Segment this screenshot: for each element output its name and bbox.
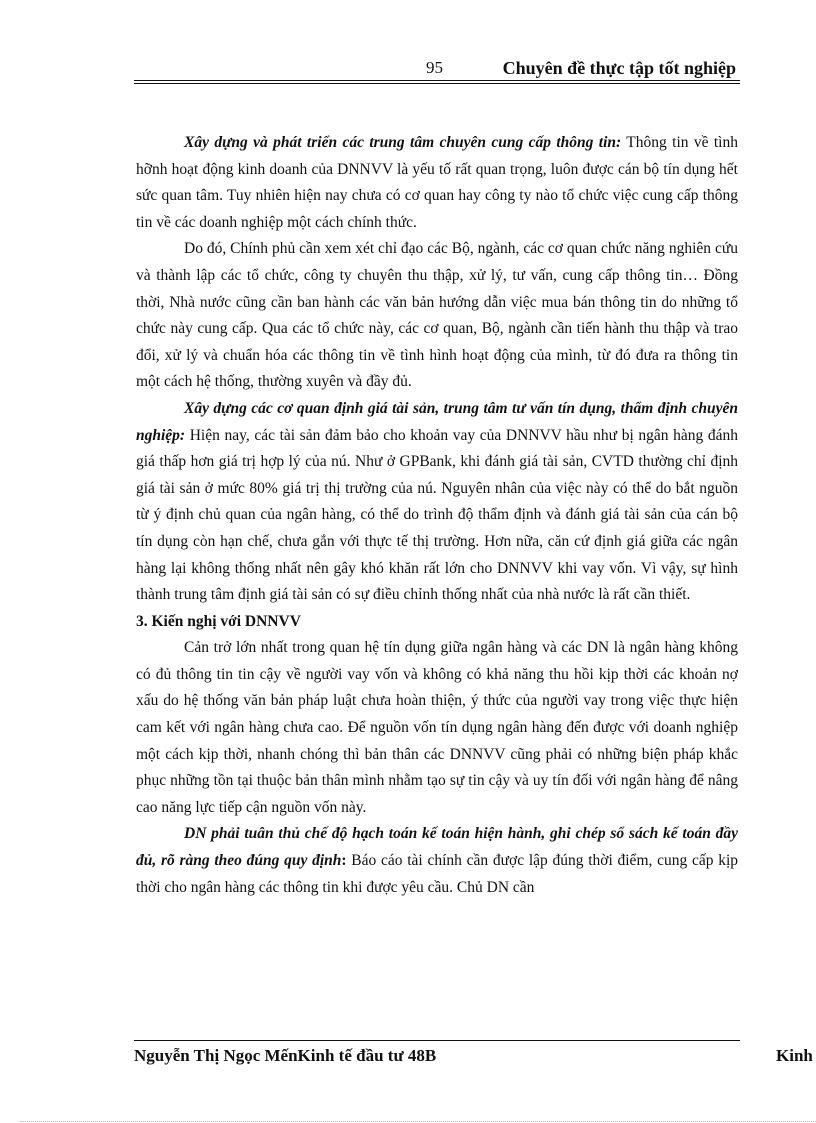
page-header bbox=[134, 58, 740, 82]
page-edge-divider bbox=[20, 1121, 816, 1122]
footer-rule bbox=[134, 1040, 740, 1041]
paragraph-text: Hiện nay, các tài sản đảm bảo cho khoản vay của DNNVV hầu như bị ngân hàng đánh giá thấp hơn giá trị hợp lý của nú. Như ở GPBank, khi đánh giá tài sản, CVTD thường chỉ định giá tài sản ở mức 80% giá trị thị trường của nú. Nguyên nhân của việc này có thể do bắt nguồn từ ý định chủ quan của ngân hàng, có thể do trình độ thẩm định và đánh giá tài sản của cán bộ tín dụng còn hạn chế, chưa gắn với thực tế thị trường. Hơn nữa, căn cứ định giá giữa các ngân hàng lại không thống nhất nên gây khó khăn rất lớn cho DNNVV khi vay vốn. Vì vậy, sự hình thành trung tâm định giá tài sản có sự điều chỉnh thống nhất của nhà nước là rất cần thiết. bbox=[136, 426, 738, 604]
paragraph-text: Thông tin về tình hỡnh hoạt động kinh doanh của DNNVV là yếu tố rất quan trọng, luôn được cán bộ tín dụng hết sức quan tâm. Tuy nhiên hiện nay chưa có cơ quan hay công ty nào tổ chức việc cung cấp thông tin về các doanh nghiệp một cách chính thức. bbox=[136, 134, 738, 231]
section-heading: 3. Kiến nghị với DNNVV bbox=[136, 612, 301, 630]
page-body bbox=[136, 130, 738, 901]
paragraph-text: Cản trở lớn nhất trong quan hệ tín dụng giữa ngân hàng và các DN là ngân hàng không có đủ thông tin tin cậy về người vay vốn và không có khả năng thu hồi kịp thời các khoản nợ xấu do hệ thống văn bản pháp luật chưa hoàn thiện, ý thức của người vay trong việc thực hiện cam kết với ngân hàng chưa cao. Để nguồn vốn tín dụng ngân hàng đến được với doanh nghiệp một cách kịp thời, nhanh chóng thì bản thân các DNNVV cũng phải có những biện pháp khắc phục những tồn tại thuộc bản thân mình nhằm tạo sự tin cậy và uy tín đối với ngân hàng để nâng cao năng lực tiếp cận nguồn vốn này. bbox=[136, 639, 738, 816]
paragraph bbox=[136, 635, 738, 821]
header-rule-thin bbox=[134, 83, 740, 84]
paragraph-lead: Xây dựng và phát triển các trung tâm chuyên cung cấp thông tin: bbox=[184, 134, 622, 151]
paragraph-text: Do đó, Chính phủ cần xem xét chỉ đạo các Bộ, ngành, các cơ quan chức năng nghiên cứu và thành lập các tổ chức, công ty chuyên thu thập, xử lý, tư vấn, cung cấp thông tin… Đồng thời, Nhà nước cũng cần ban hành các văn bản hướng dẫn việc mua bán thông tin do những tổ chức này cung cấp. Qua các tổ chức này, các cơ quan, Bộ, ngành cần tiến hành thu thập và trao đổi, xử lý và chuẩn hóa các thông tin về tình hình hoạt động của mình, từ đó đưa ra thông tin một cách hệ thống, thường xuyên và đầy đủ. bbox=[136, 240, 738, 391]
page-number: 95 bbox=[426, 58, 443, 77]
paragraph bbox=[136, 821, 738, 901]
paragraph bbox=[136, 396, 738, 609]
paragraph bbox=[136, 130, 738, 236]
document-title: Chuyên đề thực tập tốt nghiệp bbox=[502, 58, 736, 78]
footer-author: Nguyễn Thị Ngọc MếnKinh tế đầu tư 48B bbox=[134, 1046, 437, 1065]
footer-overflow-text: Kinh bbox=[776, 1046, 813, 1065]
paragraph-lead: DN phải tuân thủ chế độ hạch toán kế toán hiện hành, ghi chép sổ sách kế toán đầy đủ, rõ ràng theo đúng quy định bbox=[136, 825, 738, 870]
paragraph-lead: Xây dựng các cơ quan định giá tài sản, trung tâm tư vấn tín dụng, thẩm định chuyên nghiệp: bbox=[136, 399, 738, 444]
paragraph-lead-colon: : bbox=[341, 852, 347, 870]
header-rule bbox=[134, 80, 740, 81]
paragraph bbox=[136, 236, 738, 396]
paragraph-text: Báo cáo tài chính cần được lập đúng thời điểm, cung cấp kịp thời cho ngân hàng các thông tin khi được yêu cầu. Chủ DN cần bbox=[136, 852, 739, 896]
